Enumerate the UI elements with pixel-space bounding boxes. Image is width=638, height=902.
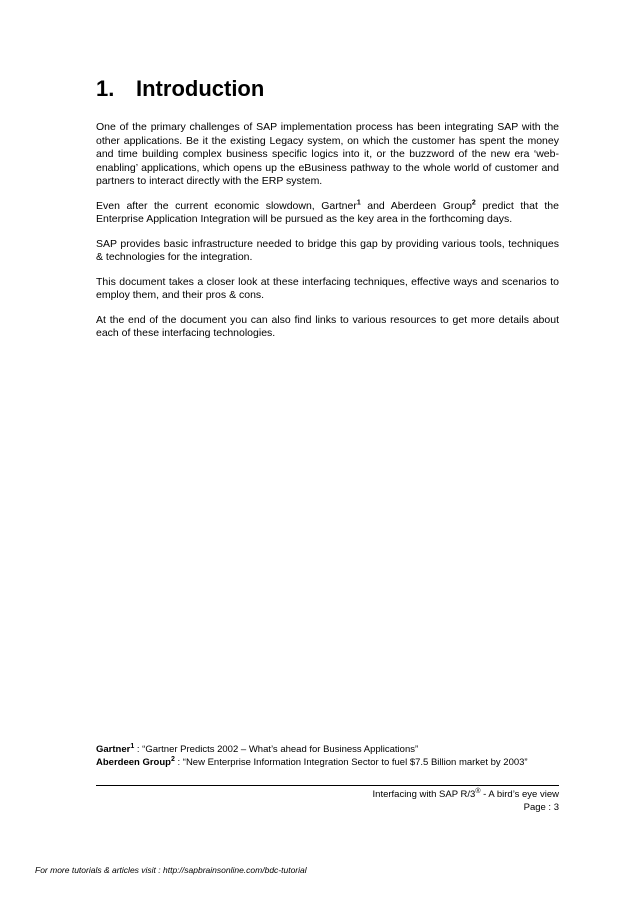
footnote-ref-1: 1	[356, 199, 361, 206]
tutorials-link-note: For more tutorials & articles visit : http://sapbrainsonline.com/bdc-tutorial	[35, 865, 307, 875]
footer-divider	[96, 785, 559, 786]
paragraph-2	[96, 200, 559, 227]
paragraph-4: This document takes a closer look at these interfacing techniques, effective ways and scenarios to employ them, and their pros & cons.	[96, 275, 559, 301]
registered-mark: ®	[475, 787, 481, 795]
footnote-text: : “Gartner Predicts 2002 – What’s ahead for Business Applications”	[134, 744, 419, 755]
page-footer	[373, 789, 559, 814]
footnote-aberdeen	[96, 756, 566, 769]
page-number: Page : 3	[523, 801, 559, 813]
paragraph-2-part-1: Even after the current economic slowdown, Gartner	[96, 199, 357, 212]
footnote-label: Aberdeen Group	[96, 757, 171, 768]
paragraph-2-part-3: predict that the Enterprise Application Integration will be pursued as the key area in the forthcoming days.	[96, 199, 559, 225]
footnote-ref-2: 2	[471, 199, 476, 206]
footnote-text: : “New Enterprise Information Integration Sector to fuel $7.5 Billion market by 2003”	[174, 757, 528, 768]
section-number: 1.	[96, 76, 115, 101]
paragraph-1: One of the primary challenges of SAP implementation process has been integrating SAP with the other applications. Be it the existing Legacy system, on which the customer has spent the money and time building complex business specific logics into it, or the buzzword of the new era ‘web-enabling’ applications, which opens up the eBusiness pathway to the whole world of customer and partners to interact directly with the ERP system.	[96, 121, 559, 187]
footnote-gartner	[96, 743, 566, 756]
footnotes	[96, 743, 566, 769]
document-title	[373, 789, 559, 802]
paragraph-5: At the end of the document you can also find links to various resources to get more details about each of these interfacing technologies.	[96, 313, 559, 339]
document-title-end: - A bird’s eye view	[480, 789, 559, 800]
body-text	[96, 121, 559, 352]
footnote-number: 2	[170, 755, 175, 763]
paragraph-2-part-2: and Aberdeen Group	[360, 199, 472, 212]
footnote-label: Gartner	[96, 744, 131, 755]
paragraph-3: SAP provides basic infrastructure needed to bridge this gap by providing various tools, techniques & technologies for the integration.	[96, 237, 559, 263]
section-heading	[96, 76, 264, 102]
section-title: Introduction	[136, 76, 265, 101]
document-title-start: Interfacing with SAP R/3	[372, 789, 476, 800]
footnote-number: 1	[130, 742, 135, 750]
